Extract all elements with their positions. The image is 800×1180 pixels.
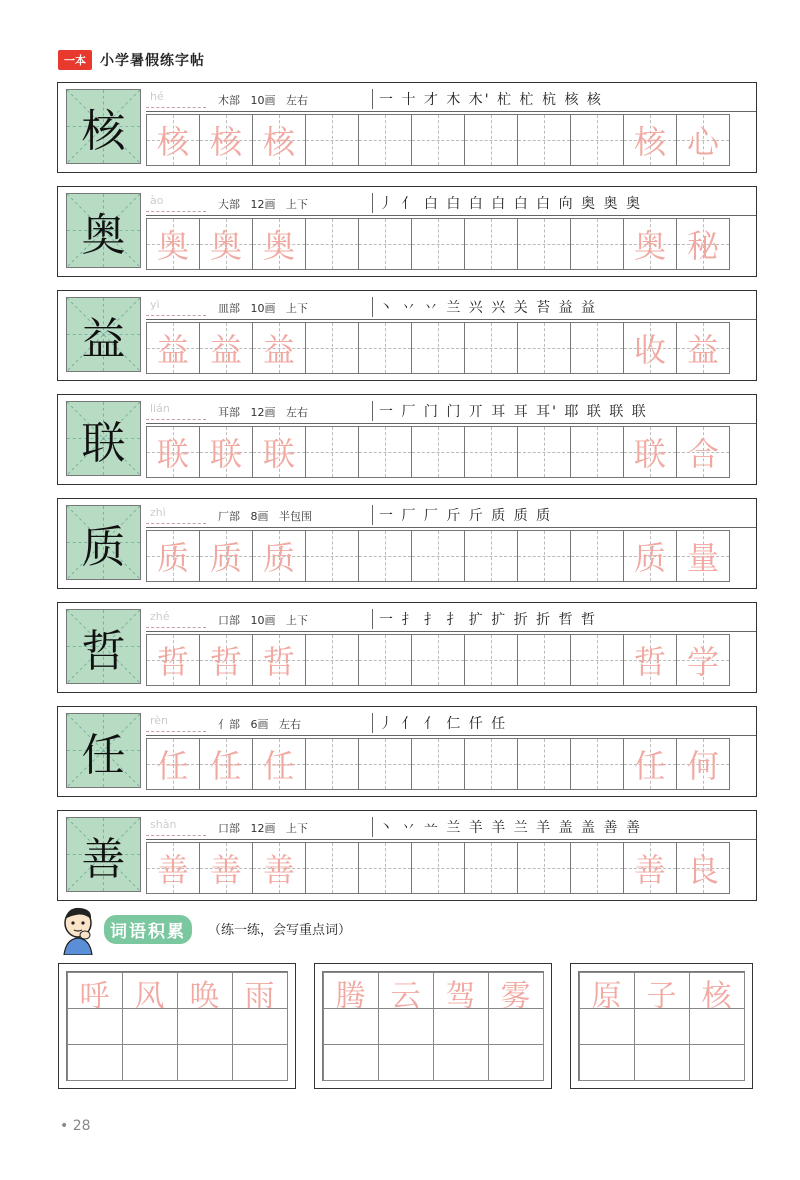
- model-char-box: [66, 89, 141, 164]
- writing-cell[interactable]: [358, 322, 412, 374]
- writing-cell[interactable]: [305, 114, 359, 166]
- model-char: 哲: [81, 625, 126, 677]
- writing-cell[interactable]: [146, 634, 200, 686]
- writing-cell[interactable]: [252, 738, 306, 790]
- model-char-box: [66, 193, 141, 268]
- writing-cell[interactable]: [570, 426, 624, 478]
- writing-cell[interactable]: [676, 114, 730, 166]
- vocab-cell[interactable]: [488, 1044, 544, 1081]
- vocab-cell[interactable]: [323, 1044, 379, 1081]
- writing-cell[interactable]: [411, 530, 465, 582]
- vocab-trace-char: 原: [591, 978, 622, 1014]
- model-char: 奥: [81, 209, 126, 261]
- vocab-cell[interactable]: [579, 1008, 635, 1045]
- writing-cell[interactable]: [146, 530, 200, 582]
- vocab-header: [58, 905, 478, 955]
- pinyin: lián: [150, 402, 170, 415]
- writing-cell[interactable]: [358, 530, 412, 582]
- vocab-cell[interactable]: [378, 972, 434, 1014]
- writing-cell[interactable]: [252, 322, 306, 374]
- vocab-trace-char: 核: [701, 978, 732, 1014]
- writing-cell[interactable]: [517, 426, 571, 478]
- char-meta: [218, 612, 308, 628]
- character-practice-section: [57, 82, 757, 914]
- vocab-cell[interactable]: [433, 1044, 489, 1081]
- vocab-box-3: [570, 963, 753, 1089]
- vocab-cell[interactable]: [323, 972, 379, 1014]
- writing-cell[interactable]: [305, 842, 359, 894]
- trace-char: 益: [156, 331, 189, 369]
- writing-cell[interactable]: [199, 530, 253, 582]
- vocab-trace-char: 雾: [500, 978, 531, 1014]
- trace-char: 善: [262, 851, 295, 889]
- writing-cell[interactable]: [146, 114, 200, 166]
- vocab-box-2: [314, 963, 552, 1089]
- writing-cell[interactable]: [623, 114, 677, 166]
- pinyin-box: [146, 193, 206, 212]
- structure: 左右: [286, 94, 308, 107]
- vocab-trace-char: 驾: [445, 978, 476, 1014]
- pinyin: yì: [150, 298, 160, 311]
- writing-cell[interactable]: [252, 426, 306, 478]
- vocab-cell[interactable]: [488, 1008, 544, 1045]
- writing-grid: [146, 634, 729, 686]
- trace-char: 任: [633, 747, 666, 785]
- vocab-cell[interactable]: [177, 1008, 233, 1045]
- book-title: 小学暑假练字帖: [100, 53, 205, 69]
- model-char-box: [66, 609, 141, 684]
- writing-cell[interactable]: [464, 842, 518, 894]
- stroke-order: 丿 亻 白 白 白 白 白 白 向 奥 奥 奥: [372, 193, 642, 213]
- writing-cell[interactable]: [199, 114, 253, 166]
- writing-cell[interactable]: [199, 842, 253, 894]
- trace-char: 哲: [156, 643, 189, 681]
- thinking-boy-icon: [58, 905, 102, 955]
- vocab-cell[interactable]: [122, 1044, 178, 1081]
- writing-cell[interactable]: [623, 738, 677, 790]
- trace-char: 奥: [262, 227, 295, 265]
- page-header: [58, 46, 205, 74]
- structure: 左右: [286, 406, 308, 419]
- writing-cell[interactable]: [146, 426, 200, 478]
- structure: 上下: [286, 302, 308, 315]
- writing-grid: [146, 738, 729, 790]
- char-info: [146, 607, 756, 632]
- char-info: [146, 399, 756, 424]
- writing-cell[interactable]: [676, 738, 730, 790]
- vocab-trace-char: 呼: [79, 978, 110, 1014]
- writing-cell[interactable]: [570, 738, 624, 790]
- pinyin-box: [146, 505, 206, 524]
- vocab-cell[interactable]: [177, 1044, 233, 1081]
- vocab-cell[interactable]: [232, 972, 288, 1014]
- writing-grid: [146, 426, 729, 478]
- model-char: 善: [81, 833, 126, 885]
- trace-char: 质: [156, 539, 189, 577]
- trace-char: 善: [633, 851, 666, 889]
- writing-cell[interactable]: [517, 218, 571, 270]
- writing-cell[interactable]: [305, 322, 359, 374]
- char-meta: [218, 300, 308, 316]
- model-char: 联: [81, 417, 126, 469]
- radical: 大部: [218, 198, 240, 211]
- writing-cell[interactable]: [676, 634, 730, 686]
- writing-cell[interactable]: [464, 530, 518, 582]
- trace-char: 良: [686, 851, 719, 889]
- structure: 上下: [286, 198, 308, 211]
- writing-cell[interactable]: [676, 426, 730, 478]
- pinyin: shàn: [150, 818, 177, 831]
- trace-char: 何: [686, 747, 719, 785]
- stroke-order: 丶 丷 丷 兰 兴 兴 关 苔 益 益: [372, 297, 597, 317]
- stroke-order: 一 厂 厂 斤 斤 质 质 质: [372, 505, 552, 525]
- radical: 口部: [218, 822, 240, 835]
- writing-cell[interactable]: [623, 530, 677, 582]
- model-char-box: [66, 713, 141, 788]
- writing-cell[interactable]: [411, 738, 465, 790]
- writing-grid: [146, 218, 729, 270]
- writing-cell[interactable]: [464, 426, 518, 478]
- vocab-cell[interactable]: [177, 972, 233, 1014]
- trace-char: 奥: [209, 227, 242, 265]
- vocab-cell[interactable]: [488, 972, 544, 1014]
- radical: 亻部: [218, 718, 240, 731]
- pinyin-box: [146, 89, 206, 108]
- vocab-trace-char: 子: [646, 978, 677, 1014]
- structure: 半包围: [279, 510, 312, 523]
- writing-cell[interactable]: [676, 842, 730, 894]
- writing-cell[interactable]: [517, 634, 571, 686]
- writing-cell[interactable]: [146, 322, 200, 374]
- page-number-text: 28: [72, 1118, 91, 1134]
- trace-char: 哲: [209, 643, 242, 681]
- writing-cell[interactable]: [623, 322, 677, 374]
- trace-char: 合: [686, 435, 719, 473]
- vocab-title: 词语积累: [104, 915, 192, 944]
- writing-cell[interactable]: [146, 218, 200, 270]
- writing-cell[interactable]: [623, 842, 677, 894]
- radical: 皿部: [218, 302, 240, 315]
- vocab-cell[interactable]: [232, 1044, 288, 1081]
- char-info: [146, 87, 756, 112]
- writing-grid: [146, 842, 729, 894]
- page-number: • 28: [60, 1118, 91, 1134]
- pinyin: rèn: [150, 714, 169, 727]
- model-char-box: [66, 297, 141, 372]
- writing-cell[interactable]: [305, 218, 359, 270]
- char-row: [57, 82, 757, 173]
- vocab-cell[interactable]: [67, 1044, 123, 1081]
- pinyin: hé: [150, 90, 164, 103]
- pinyin: ào: [150, 194, 164, 207]
- writing-cell[interactable]: [305, 426, 359, 478]
- trace-char: 任: [156, 747, 189, 785]
- model-char: 益: [81, 313, 126, 365]
- writing-cell[interactable]: [570, 322, 624, 374]
- writing-cell[interactable]: [199, 218, 253, 270]
- writing-cell[interactable]: [623, 426, 677, 478]
- vocab-cell[interactable]: [232, 1008, 288, 1045]
- char-info: [146, 815, 756, 840]
- vocab-trace-char: 雨: [244, 978, 275, 1014]
- stroke-count: 10画: [250, 302, 276, 315]
- writing-cell[interactable]: [570, 842, 624, 894]
- writing-cell[interactable]: [411, 426, 465, 478]
- trace-char: 哲: [262, 643, 295, 681]
- writing-cell[interactable]: [517, 842, 571, 894]
- writing-cell[interactable]: [570, 634, 624, 686]
- trace-char: 善: [209, 851, 242, 889]
- pinyin: zhì: [150, 506, 166, 519]
- trace-char: 奥: [633, 227, 666, 265]
- pinyin-box: [146, 401, 206, 420]
- trace-char: 质: [262, 539, 295, 577]
- trace-char: 质: [209, 539, 242, 577]
- trace-char: 益: [209, 331, 242, 369]
- vocab-cell[interactable]: [67, 1008, 123, 1045]
- char-meta: [218, 92, 308, 108]
- vocab-cell[interactable]: [433, 972, 489, 1014]
- trace-char: 核: [633, 123, 666, 161]
- char-meta: [218, 820, 308, 836]
- writing-cell[interactable]: [252, 114, 306, 166]
- writing-cell[interactable]: [305, 634, 359, 686]
- structure: 上下: [286, 614, 308, 627]
- writing-cell[interactable]: [517, 322, 571, 374]
- pinyin-box: [146, 817, 206, 836]
- writing-cell[interactable]: [358, 114, 412, 166]
- writing-cell[interactable]: [676, 218, 730, 270]
- brand-badge: 一本: [58, 50, 92, 70]
- stroke-order: 一 扌 扌 扌 扩 扩 折 折 哲 哲: [372, 609, 597, 629]
- vocab-cell[interactable]: [634, 1008, 690, 1045]
- trace-char: 质: [633, 539, 666, 577]
- trace-char: 哲: [633, 643, 666, 681]
- writing-cell[interactable]: [305, 738, 359, 790]
- trace-char: 联: [209, 435, 242, 473]
- vocab-cell[interactable]: [579, 1044, 635, 1081]
- writing-cell[interactable]: [199, 426, 253, 478]
- writing-cell[interactable]: [358, 842, 412, 894]
- trace-char: 任: [209, 747, 242, 785]
- char-meta: [218, 196, 308, 212]
- writing-cell[interactable]: [358, 426, 412, 478]
- writing-cell[interactable]: [676, 530, 730, 582]
- trace-char: 核: [209, 123, 242, 161]
- trace-char: 任: [262, 747, 295, 785]
- trace-char: 心: [686, 123, 719, 161]
- stroke-count: 8画: [250, 510, 269, 523]
- trace-char: 核: [262, 123, 295, 161]
- vocab-cell[interactable]: [378, 1044, 434, 1081]
- stroke-order: 一 厂 门 门 丌 耳 耳 耳' 耶 联 联 联: [372, 401, 648, 421]
- vocab-cell[interactable]: [122, 972, 178, 1014]
- vocab-cell[interactable]: [67, 972, 123, 1014]
- radical: 口部: [218, 614, 240, 627]
- writing-cell[interactable]: [252, 634, 306, 686]
- trace-char: 核: [156, 123, 189, 161]
- writing-cell[interactable]: [464, 738, 518, 790]
- writing-grid: [146, 322, 729, 374]
- stroke-order: 丶 丷 䒑 兰 羊 羊 兰 羊 盖 盖 善 善: [372, 817, 642, 837]
- writing-cell[interactable]: [517, 738, 571, 790]
- char-meta: [218, 716, 301, 732]
- char-meta: [218, 508, 312, 524]
- writing-cell[interactable]: [305, 530, 359, 582]
- writing-cell[interactable]: [464, 114, 518, 166]
- pinyin-box: [146, 713, 206, 732]
- model-char-box: [66, 817, 141, 892]
- trace-char: 量: [686, 539, 719, 577]
- vocab-box-1: [58, 963, 296, 1089]
- vocab-cell[interactable]: [634, 1044, 690, 1081]
- vocab-trace-char: 风: [134, 978, 165, 1014]
- vocab-cell[interactable]: [122, 1008, 178, 1045]
- char-meta: [218, 404, 308, 420]
- char-row: [57, 810, 757, 901]
- char-row: [57, 498, 757, 589]
- stroke-count: 10画: [250, 614, 276, 627]
- char-row: [57, 602, 757, 693]
- writing-cell[interactable]: [676, 322, 730, 374]
- writing-cell[interactable]: [570, 218, 624, 270]
- writing-cell[interactable]: [411, 218, 465, 270]
- structure: 左右: [279, 718, 301, 731]
- writing-cell[interactable]: [199, 634, 253, 686]
- vocab-cell[interactable]: [634, 972, 690, 1014]
- vocab-cell[interactable]: [323, 1008, 379, 1045]
- radical: 耳部: [218, 406, 240, 419]
- pinyin-box: [146, 297, 206, 316]
- model-char-box: [66, 505, 141, 580]
- vocab-subtitle: （练一练，会写重点词）: [208, 923, 352, 938]
- vocab-trace-char: 云: [390, 978, 421, 1014]
- writing-cell[interactable]: [358, 634, 412, 686]
- trace-char: 联: [156, 435, 189, 473]
- stroke-count: 12画: [250, 198, 276, 211]
- char-row: [57, 186, 757, 277]
- structure: 上下: [286, 822, 308, 835]
- writing-cell[interactable]: [411, 322, 465, 374]
- writing-cell[interactable]: [464, 218, 518, 270]
- stroke-count: 12画: [250, 406, 276, 419]
- trace-char: 联: [262, 435, 295, 473]
- writing-grid: [146, 530, 729, 582]
- vocab-cell[interactable]: [689, 1008, 745, 1045]
- char-info: [146, 503, 756, 528]
- writing-cell[interactable]: [146, 842, 200, 894]
- writing-cell[interactable]: [199, 738, 253, 790]
- trace-char: 秘: [686, 227, 719, 265]
- writing-grid: [146, 114, 729, 166]
- trace-char: 益: [262, 331, 295, 369]
- writing-cell[interactable]: [146, 738, 200, 790]
- writing-cell[interactable]: [252, 530, 306, 582]
- model-char: 核: [81, 105, 126, 157]
- vocab-cell[interactable]: [433, 1008, 489, 1045]
- writing-cell[interactable]: [252, 842, 306, 894]
- vocab-cell[interactable]: [579, 972, 635, 1014]
- char-row: [57, 706, 757, 797]
- char-info: [146, 191, 756, 216]
- trace-char: 收: [633, 331, 666, 369]
- stroke-count: 12画: [250, 822, 276, 835]
- stroke-order: 一 十 才 木 木' 杧 杧 杭 核 核: [372, 89, 603, 109]
- writing-cell[interactable]: [252, 218, 306, 270]
- char-info: [146, 711, 756, 736]
- writing-cell[interactable]: [411, 842, 465, 894]
- writing-cell[interactable]: [411, 634, 465, 686]
- writing-cell[interactable]: [199, 322, 253, 374]
- vocab-cell[interactable]: [378, 1008, 434, 1045]
- trace-char: 联: [633, 435, 666, 473]
- trace-char: 善: [156, 851, 189, 889]
- writing-cell[interactable]: [358, 738, 412, 790]
- writing-cell[interactable]: [464, 634, 518, 686]
- writing-cell[interactable]: [464, 322, 518, 374]
- vocab-trace-char: 唤: [189, 978, 220, 1014]
- pinyin-box: [146, 609, 206, 628]
- writing-cell[interactable]: [623, 218, 677, 270]
- model-char-box: [66, 401, 141, 476]
- model-char: 质: [81, 521, 126, 573]
- vocab-cell[interactable]: [689, 1044, 745, 1081]
- model-char: 任: [81, 729, 126, 781]
- writing-cell[interactable]: [517, 114, 571, 166]
- stroke-count: 10画: [250, 94, 276, 107]
- char-row: [57, 394, 757, 485]
- trace-char: 学: [686, 643, 719, 681]
- char-info: [146, 295, 756, 320]
- trace-char: 益: [686, 331, 719, 369]
- trace-char: 奥: [156, 227, 189, 265]
- writing-cell[interactable]: [570, 114, 624, 166]
- vocab-cell[interactable]: [689, 972, 745, 1014]
- stroke-count: 6画: [250, 718, 269, 731]
- stroke-order: 丿 亻 亻 仁 仟 任: [372, 713, 507, 733]
- writing-cell[interactable]: [570, 530, 624, 582]
- pinyin: zhé: [150, 610, 170, 623]
- writing-cell[interactable]: [623, 634, 677, 686]
- writing-cell[interactable]: [358, 218, 412, 270]
- writing-cell[interactable]: [517, 530, 571, 582]
- radical: 木部: [218, 94, 240, 107]
- char-row: [57, 290, 757, 381]
- radical: 厂部: [218, 510, 240, 523]
- writing-cell[interactable]: [411, 114, 465, 166]
- vocab-trace-char: 腾: [335, 978, 366, 1014]
